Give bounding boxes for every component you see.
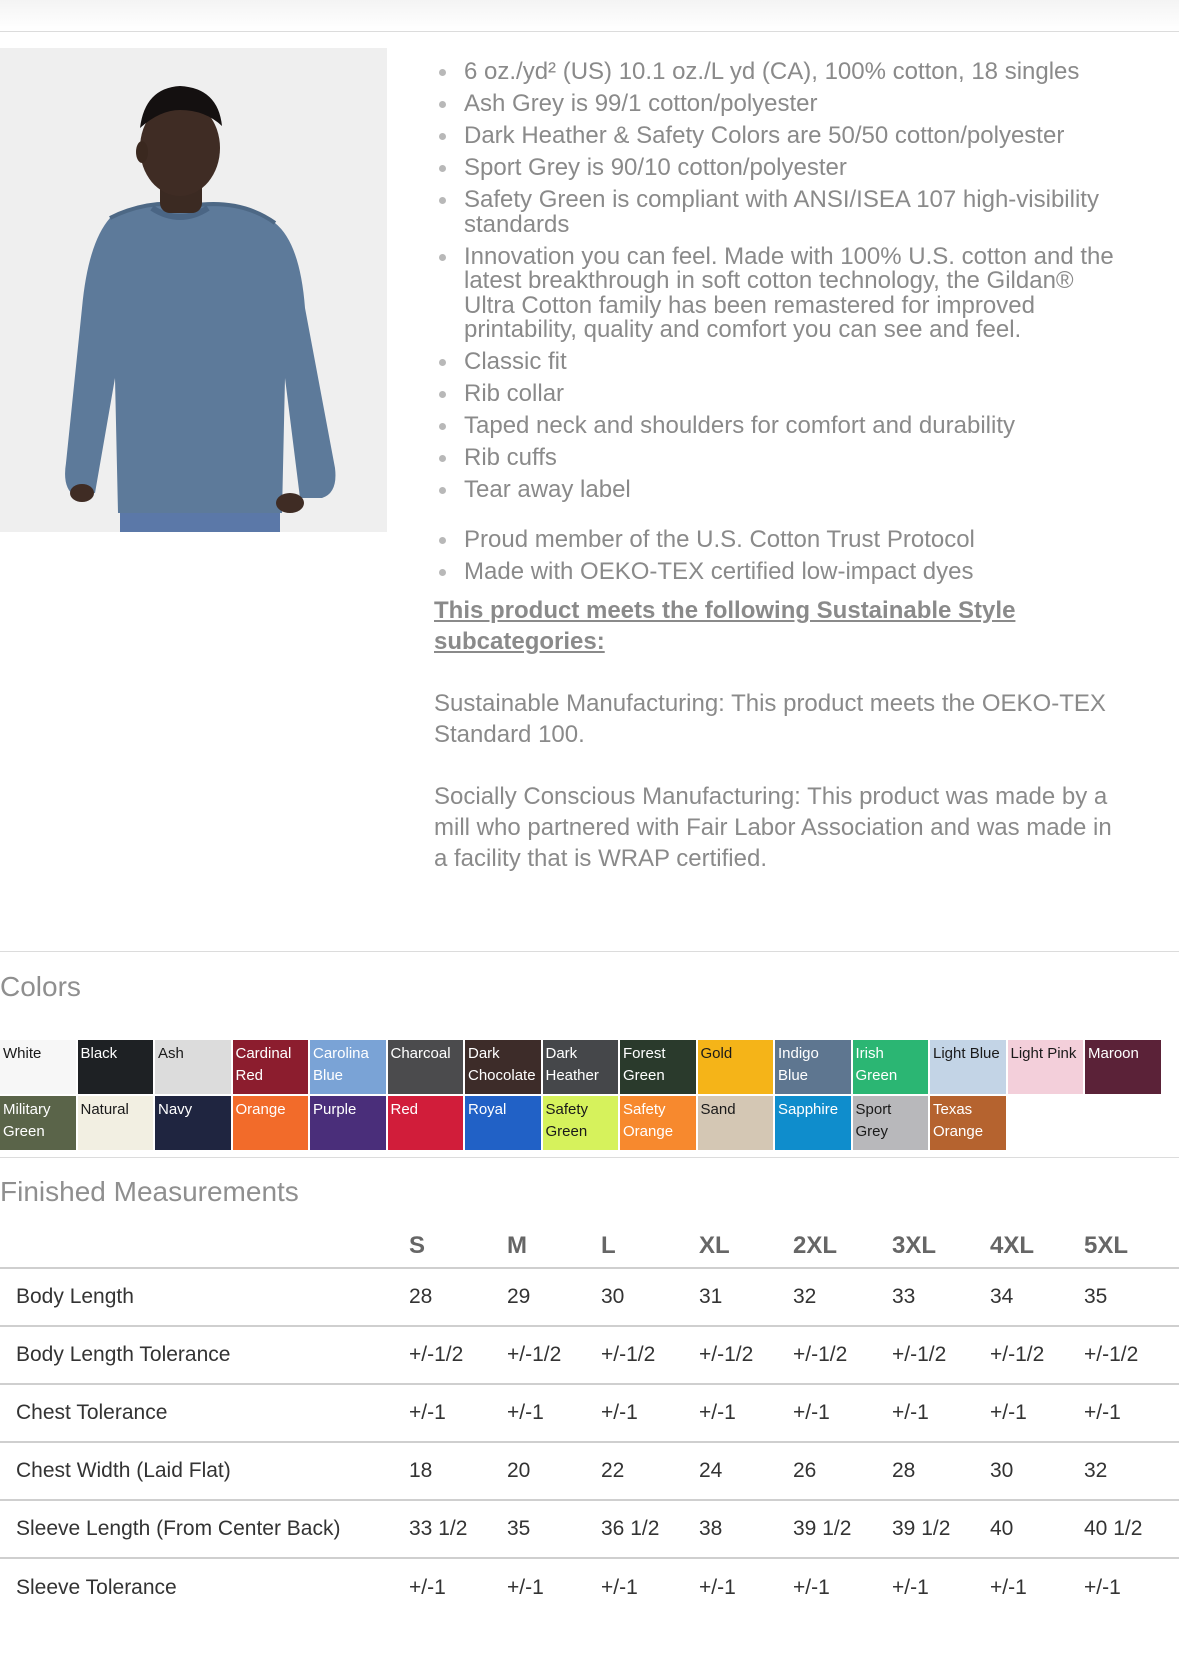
color-swatch-light-pink[interactable]: Light Pink (1008, 1040, 1084, 1094)
color-swatch-ash[interactable]: Ash (155, 1040, 231, 1094)
measurement-value: +/-1 (1084, 1558, 1179, 1616)
measurement-value: +/-1 (990, 1558, 1084, 1616)
color-swatch-sand[interactable]: Sand (698, 1096, 774, 1150)
measurement-value: +/-1 (793, 1384, 892, 1442)
table-row (0, 1268, 1179, 1326)
feature-item: Innovation you can feel. Made with 100% U.S. cotton and the latest breakthrough in soft cotton technology, the Gildan® Ultra Cotton family has been remastered for improved printability, quality and comfort you can see and feel. (434, 245, 1124, 343)
measurement-value: +/-1 (892, 1558, 990, 1616)
measurement-label: Body Length (0, 1268, 409, 1326)
measurement-value: 38 (699, 1500, 793, 1558)
measurement-value: 40 1/2 (1084, 1500, 1179, 1558)
measurement-value: 24 (699, 1442, 793, 1500)
measurement-label: Body Length Tolerance (0, 1326, 409, 1384)
table-row (0, 1442, 1179, 1500)
divider (0, 1157, 1179, 1158)
color-swatch-black[interactable]: Black (78, 1040, 154, 1094)
measurement-value: +/-1 (601, 1384, 699, 1442)
swatch-row (0, 1040, 1165, 1094)
color-swatches (0, 1040, 1165, 1150)
size-header-3xl: 3XL (892, 1232, 937, 1259)
measurement-label: Chest Tolerance (0, 1384, 409, 1442)
color-swatch-texas-orange[interactable]: Texas Orange (930, 1096, 1006, 1150)
color-swatch-carolina-blue[interactable]: Carolina Blue (310, 1040, 386, 1094)
color-swatch-purple[interactable]: Purple (310, 1096, 386, 1150)
measurement-value: +/-1/2 (1084, 1326, 1179, 1384)
measurements-title: Finished Measurements (0, 1176, 299, 1207)
size-header-row (0, 1232, 1179, 1268)
measurement-value: +/-1 (699, 1558, 793, 1616)
feature-item: Classic fit (434, 350, 1124, 375)
size-header-2xl: 2XL (793, 1232, 838, 1259)
measurement-value: 30 (990, 1442, 1084, 1500)
feature-item: Rib collar (434, 382, 1124, 407)
measurement-value: +/-1/2 (507, 1326, 601, 1384)
color-swatch-royal[interactable]: Royal (465, 1096, 541, 1150)
feature-item: 6 oz./yd² (US) 10.1 oz./L yd (CA), 100% cotton, 18 singles (434, 60, 1124, 85)
table-row (0, 1384, 1179, 1442)
feature-item: Tear away label (434, 478, 1124, 503)
color-swatch-sapphire[interactable]: Sapphire (775, 1096, 851, 1150)
measurement-label: Sleeve Length (From Center Back) (0, 1500, 409, 1558)
size-header-m: M (507, 1232, 527, 1259)
measurement-label: Sleeve Tolerance (0, 1558, 409, 1616)
measurement-value: +/-1/2 (699, 1326, 793, 1384)
color-swatch-charcoal[interactable]: Charcoal (388, 1040, 464, 1094)
socially-conscious-text: Socially Conscious Manufacturing: This product was made by a mill who partnered with Fair Labor Association and was made in a facility that is WRAP certified. (434, 783, 1112, 872)
feature-item: Sport Grey is 90/10 cotton/polyester (434, 156, 1124, 181)
product-features (434, 60, 1124, 874)
measurement-value: +/-1 (793, 1558, 892, 1616)
color-swatch-light-blue[interactable]: Light Blue (930, 1040, 1006, 1094)
measurement-value: 32 (793, 1268, 892, 1326)
table-row (0, 1558, 1179, 1616)
divider (0, 951, 1179, 952)
measurement-value: 39 1/2 (793, 1500, 892, 1558)
measurement-value: 26 (793, 1442, 892, 1500)
color-swatch-irish-green[interactable]: Irish Green (853, 1040, 929, 1094)
color-swatch-safety-orange[interactable]: Safety Orange (620, 1096, 696, 1150)
feature-list (434, 60, 1124, 503)
color-swatch-navy[interactable]: Navy (155, 1096, 231, 1150)
measurement-value: +/-1/2 (409, 1326, 507, 1384)
measurement-value: 35 (507, 1500, 601, 1558)
color-swatch-orange[interactable]: Orange (233, 1096, 309, 1150)
colors-title: Colors (0, 971, 81, 1002)
table-row (0, 1326, 1179, 1384)
size-header-l: L (601, 1232, 616, 1259)
feature-item: Safety Green is compliant with ANSI/ISEA 107 high-visibility standards (434, 188, 1124, 237)
measurement-value: 30 (601, 1268, 699, 1326)
color-swatch-forest-green[interactable]: Forest Green (620, 1040, 696, 1094)
color-swatch-indigo-blue[interactable]: Indigo Blue (775, 1040, 851, 1094)
measurement-value: +/-1 (990, 1384, 1084, 1442)
size-header-5xl: 5XL (1084, 1232, 1129, 1259)
measurement-value: 29 (507, 1268, 601, 1326)
measurement-value: 18 (409, 1442, 507, 1500)
measurement-label: Chest Width (Laid Flat) (0, 1442, 409, 1500)
color-swatch-dark-chocolate[interactable]: Dark Chocolate (465, 1040, 541, 1094)
measurement-value: +/-1/2 (892, 1326, 990, 1384)
feature-item: Made with OEKO-TEX certified low-impact dyes (434, 560, 1124, 585)
measurement-value: +/-1 (1084, 1384, 1179, 1442)
size-header-4xl: 4XL (990, 1232, 1035, 1259)
measurement-value: +/-1 (409, 1384, 507, 1442)
measurement-value: 20 (507, 1442, 601, 1500)
color-swatch-white[interactable]: White (0, 1040, 76, 1094)
measurement-value: 28 (892, 1442, 990, 1500)
color-swatch-gold[interactable]: Gold (698, 1040, 774, 1094)
color-swatch-natural[interactable]: Natural (78, 1096, 154, 1150)
measurement-value: +/-1 (409, 1558, 507, 1616)
measurement-value: +/-1 (892, 1384, 990, 1442)
color-swatch-maroon[interactable]: Maroon (1085, 1040, 1161, 1094)
measurement-value: +/-1 (601, 1558, 699, 1616)
feature-item: Ash Grey is 99/1 cotton/polyester (434, 92, 1124, 117)
measurement-value: +/-1/2 (990, 1326, 1084, 1384)
color-swatch-safety-green[interactable]: Safety Green (543, 1096, 619, 1150)
measurement-value: 33 1/2 (409, 1500, 507, 1558)
color-swatch-sport-grey[interactable]: Sport Grey (853, 1096, 929, 1150)
measurement-value: 39 1/2 (892, 1500, 990, 1558)
swatch-row (0, 1096, 1165, 1150)
product-photo (0, 48, 387, 532)
color-swatch-military-green[interactable]: Military Green (0, 1096, 76, 1150)
feature-item: Taped neck and shoulders for comfort and durability (434, 414, 1124, 439)
measurement-value: +/-1 (507, 1384, 601, 1442)
color-swatch-dark-heather[interactable]: Dark Heather (543, 1040, 619, 1094)
feature-list-secondary (434, 525, 1124, 585)
feature-item: Rib cuffs (434, 446, 1124, 471)
table-row (0, 1500, 1179, 1558)
measurement-value: 32 (1084, 1442, 1179, 1500)
measurement-value: +/-1/2 (793, 1326, 892, 1384)
measurement-value: 33 (892, 1268, 990, 1326)
measurement-value: 40 (990, 1500, 1084, 1558)
top-bar (0, 0, 1179, 32)
measurement-value: 22 (601, 1442, 699, 1500)
feature-item: Proud member of the U.S. Cotton Trust Protocol (434, 528, 1124, 553)
header-spacer (0, 1232, 409, 1268)
measurement-value: 28 (409, 1268, 507, 1326)
measurement-value: +/-1/2 (601, 1326, 699, 1384)
size-header-s: S (409, 1232, 426, 1259)
measurement-value: 34 (990, 1268, 1084, 1326)
sustainable-style-heading: This product meets the following Sustainable Style subcategories: (434, 597, 1016, 655)
measurement-value: 31 (699, 1268, 793, 1326)
color-swatch-cardinal-red[interactable]: Cardinal Red (233, 1040, 309, 1094)
measurement-value: 36 1/2 (601, 1500, 699, 1558)
measurements-table (0, 1232, 1179, 1616)
color-swatch-red[interactable]: Red (388, 1096, 464, 1150)
feature-item: Dark Heather & Safety Colors are 50/50 cotton/polyester (434, 124, 1124, 149)
size-header-xl: XL (699, 1232, 730, 1259)
measurement-value: +/-1 (507, 1558, 601, 1616)
measurement-value: +/-1 (699, 1384, 793, 1442)
measurement-value: 35 (1084, 1268, 1179, 1326)
sustainable-manufacturing-text: Sustainable Manufacturing: This product meets the OEKO-TEX Standard 100. (434, 690, 1106, 748)
